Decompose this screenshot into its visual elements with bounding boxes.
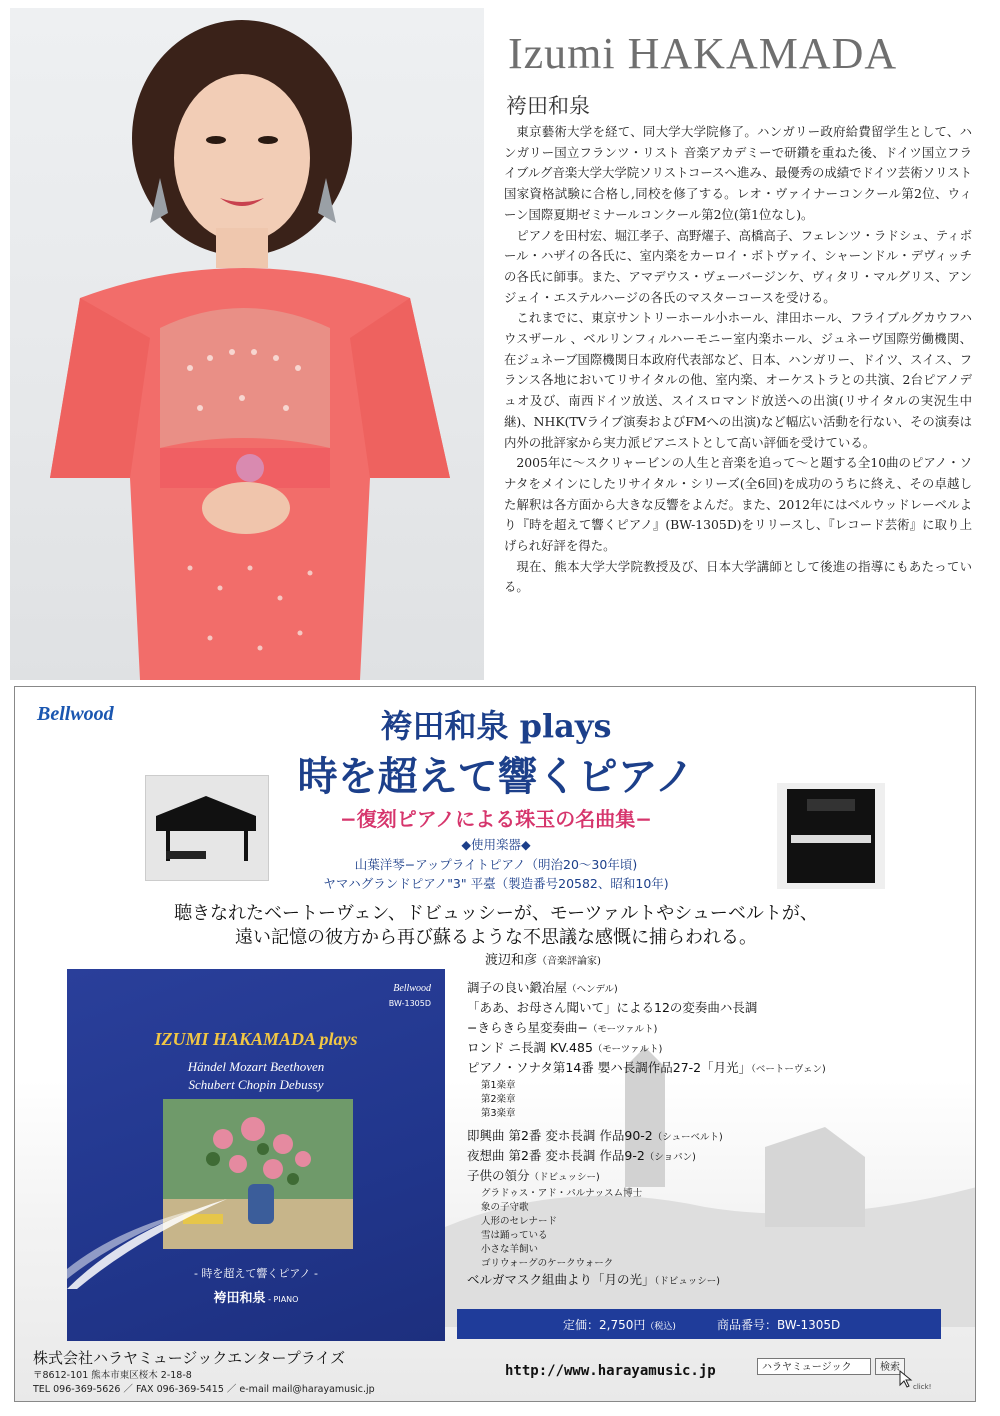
- cd-subtitle: - 時を超えて響くピアノ -: [193, 1267, 319, 1280]
- cd-artist-name: 袴田和泉: [213, 1291, 266, 1306]
- biography: [504, 122, 972, 598]
- track-item: ロンド ニ長調 KV.485（モーツァルト): [467, 1040, 663, 1055]
- pianist-name-japanese: 袴田和泉: [506, 94, 590, 118]
- instruments-heading: ◆使用楽器◆: [461, 837, 531, 852]
- cd-catalog-number: BW-1305D: [388, 999, 431, 1008]
- track-item: 調子の良い鍛冶屋（ヘンデル): [467, 980, 618, 995]
- review-quote-line1: 聴きなれたベートーヴェン、ドビュッシーが、モーツァルトやシューベルトが、: [174, 903, 818, 924]
- track-item: 即興曲 第2番 変ホ長調 作品90-2（シューベルト): [467, 1128, 723, 1143]
- album-subtitle: −復刻ピアノによる珠玉の名曲集−: [340, 807, 652, 831]
- cd-label-logo: Bellwood: [393, 983, 431, 994]
- company-name: 株式会社ハラヤミュージックエンタープライズ: [33, 1349, 346, 1367]
- search-button[interactable]: 検索: [875, 1358, 905, 1375]
- price-bar: [457, 1309, 941, 1339]
- cd-title: IZUMI HAKAMADA plays: [154, 1029, 358, 1049]
- bio-paragraph: ピアノを田村宏、堀江孝子、高野燿子、高橋高子、フェレンツ・ラドシュ、ティボール・ハザイの各氏に、室内楽をカーロイ・ボトヴァイ、シャーンドル・デヴィッチの各氏に師事。また、アマデウス・ヴェーバージンケ、ヴィタリ・マルグリス、アンジェイ・エステルハージの各氏のマスターコースを受ける。: [504, 227, 972, 305]
- pianist-name-english: Izumi HAKAMADA: [508, 29, 898, 78]
- search-input[interactable]: ハラヤミュージック: [757, 1358, 871, 1375]
- mouse-cursor-icon: [899, 1370, 913, 1388]
- track-item: 夜想曲 第2番 変ホ長調 作品9-2（ショパン): [467, 1148, 696, 1163]
- review-quote-line2: 遠い記憶の彼方から再び蘇るような不思議な感慨に捕らわれる。: [235, 927, 757, 948]
- cd-advertisement: [14, 686, 976, 1402]
- track-item: ピアノ・ソナタ第14番 嬰ハ長調作品27-2「月光」（ベートーヴェン): [467, 1060, 826, 1075]
- track-item: ベルガマスク組曲より「月の光」（ドビュッシー): [467, 1272, 720, 1287]
- website-url[interactable]: http://www.harayamusic.jp: [505, 1363, 716, 1379]
- product-number: 商品番号：BW-1305D: [717, 1318, 841, 1332]
- cd-artist: [67, 1287, 445, 1306]
- instrument-grand: ヤマハグランドピアノ"3" 平臺（製造番号20582、昭和10年): [323, 876, 669, 891]
- price: 定価：2,750円（税込): [563, 1318, 676, 1332]
- movement-item: 象の子守歌: [481, 1202, 529, 1213]
- bio-paragraph: 2005年に〜スクリャービンの人生と音楽を追って〜と題する全10曲のピアノ・ソナタをメインにしたリサイタル・シリーズ(全6回)を成功のうちに終え、その卓越した解釈は各方面から大きな反響をよんだ。また、2012年にはベルウッドレーベルより『時を超えて響くピアノ』(BW-1305D)をリリースし、『レコード芸術』に取り上げられ好評を得た。: [504, 455, 972, 554]
- album-title-line2: 時を超えて響くピアノ: [297, 753, 695, 800]
- pianist-portrait-illustration: [10, 8, 484, 680]
- critic-role: （音楽評論家): [537, 956, 601, 967]
- movement-item: グラドゥス・アド・パルナッスム博士: [481, 1188, 643, 1199]
- bio-paragraph: これまでに、東京サントリーホール小ホール、津田ホール、フライブルグカウフハウスザール 、ベルリンフィルハーモニー室内楽ホール、ジュネーヴ国際労働機関、在ジュネーブ国際機関日本政府代表部など、日本、ハンガリー、ドイツ、スイス、フランス各地においてリサイタルの他、室内楽、オーケストラとの共演、2台ピアノデュオ及び、南西ドイツ放送、スイスロマンド放送への出演(リサイタルの実況生中継)、NHK(TVライブ演奏およびFMへの出演)など幅広い活動を行ない、その演奏は内外の批評家から実力派ピアニストとして高い評価を受けている。: [504, 310, 972, 450]
- instrument-upright: 山葉洋琴−アップライトピアノ（明治20〜30年頃): [354, 857, 638, 872]
- track-item: −きらきら星変奏曲−（モーツァルト): [467, 1020, 658, 1035]
- track-item: 子供の領分（ドビュッシー): [467, 1168, 600, 1183]
- cd-composers-line2: Schubert Chopin Debussy: [188, 1077, 324, 1092]
- click-label: click!: [913, 1383, 932, 1391]
- movement-item: 小さな羊飼い: [481, 1244, 539, 1255]
- bio-paragraph: 東京藝術大学を経て、同大学大学院修了。ハンガリー政府給費留学生として、ハンガリー国立フランツ・リスト 音楽アカデミーで研鑽を重ねた後、ドイツ国立フライブルグ音楽大学大学院ソリストコースへ進み、最優秀の成績でドイツ芸術ソリスト国家資格試験に合格し,同校を修了する。レオ・ヴァイナーコンクール第2位、ウィーン国際夏期ゼミナールコンクール第2位(第1位なし)。: [504, 124, 972, 222]
- company-address: 〒8612-101 熊本市東区桜木 2-18-8: [33, 1370, 192, 1381]
- movement-item: 人形のセレナード: [481, 1216, 558, 1227]
- album-title-line1: 袴田和泉 plays: [380, 707, 612, 745]
- pianist-photo: [10, 8, 484, 680]
- company-contact: TEL 096-369-5626 ／ FAX 096-369-5415 ／ e-mail mail@harayamusic.jp: [33, 1384, 375, 1395]
- track-item: 「ああ、お母さん聞いて」による12の変奏曲ハ長調: [467, 1000, 758, 1015]
- cd-artist-instrument: - PIANO: [265, 1295, 299, 1304]
- bio-paragraph: 現在、熊本大学大学院教授及び、日本大学講師として後進の指導にもあたっている。: [504, 558, 972, 595]
- critic-credit: [485, 949, 601, 968]
- cd-composers-line1: Händel Mozart Beethoven: [187, 1059, 325, 1074]
- movement-item: 第3楽章: [481, 1108, 516, 1119]
- movement-item: 第1楽章: [481, 1080, 516, 1091]
- movement-item: ゴリウォーグのケークウォーク: [481, 1258, 614, 1269]
- track-list: [467, 979, 937, 1291]
- movement-item: 第2楽章: [481, 1094, 516, 1105]
- movement-item: 雪は踊っている: [481, 1230, 548, 1241]
- cd-cover: [67, 969, 445, 1341]
- bellwood-logo: Bellwood: [37, 703, 114, 725]
- critic-name: 渡辺和彦: [485, 953, 538, 968]
